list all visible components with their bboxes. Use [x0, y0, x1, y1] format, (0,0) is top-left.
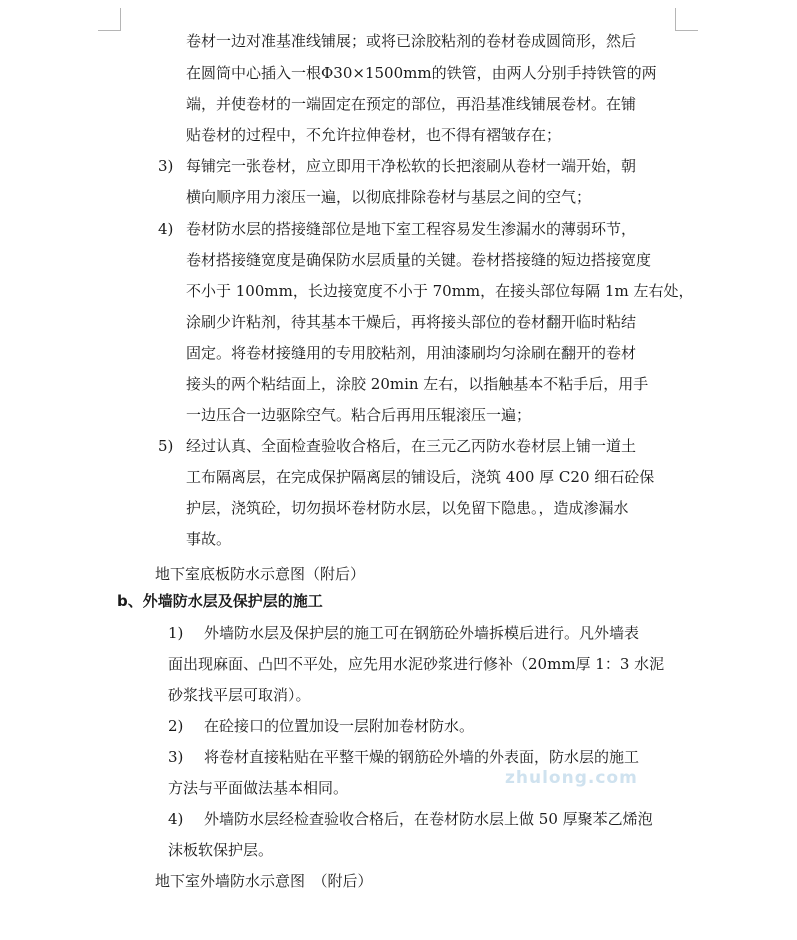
paragraph-line: 固定。将卷材接缝用的专用胶粘剂，用油漆刷均匀涂刷在翻开的卷材 — [186, 344, 637, 362]
list-number: 4) — [168, 810, 184, 828]
section-heading: b、外墙防水层及保护层的施工 — [117, 592, 323, 610]
paragraph-line: 面出现麻面、凸凹不平处，应先用水泥砂浆进行修补（20mm厚 1：3 水泥 — [168, 655, 665, 673]
paragraph-line: 砂浆找平层可取消）。 — [168, 686, 311, 704]
paragraph-line: 不小于 100mm，长边接宽度不小于 70mm，在接头部位每隔 1m 左右处， — [186, 282, 694, 300]
paragraph-line: 外墙防水层经检查验收合格后，在卷材防水层上做 50 厚聚苯乙烯泡 — [204, 810, 653, 828]
paragraph-line: 护层，浇筑砼，切勿损坏卷材防水层，以免留下隐患。，造成渗漏水 — [186, 499, 629, 517]
page-corner-top-left — [98, 8, 121, 31]
paragraph-line: 卷材一边对准基准线铺展；或将已涂胶粘剂的卷材卷成圆筒形，然后 — [186, 32, 637, 50]
page-corner-top-right — [675, 8, 698, 31]
paragraph-line: 在砼接口的位置加设一层附加卷材防水。 — [204, 717, 475, 735]
paragraph-line: 事故。 — [186, 530, 232, 548]
paragraph-line: 一边压合一边驱除空气。粘合后再用压辊滚压一遍； — [186, 406, 532, 424]
list-number: 5) — [158, 437, 174, 455]
paragraph-line: 经过认真、全面检查验收合格后，在三元乙丙防水卷材层上铺一道土 — [186, 437, 637, 455]
figure-caption: 地下室底板防水示意图（附后） — [155, 565, 366, 583]
paragraph-line: 工布隔离层，在完成保护隔离层的铺设后，浇筑 400 厚 C20 细石砼保 — [186, 468, 655, 486]
paragraph-line: 方法与平面做法基本相同。 — [168, 779, 349, 797]
paragraph-line: 接头的两个粘结面上，涂胶 20min 左右，以指触基本不粘手后，用手 — [186, 375, 649, 393]
list-number: 4) — [158, 220, 174, 238]
paragraph-line: 涂刷少许粘剂，待其基本干燥后，再将接头部位的卷材翻开临时粘结 — [186, 313, 637, 331]
paragraph-line: 贴卷材的过程中，不允许拉伸卷材，也不得有褶皱存在； — [186, 126, 562, 144]
list-number: 3) — [168, 748, 184, 766]
paragraph-line: 横向顺序用力滚压一遍，以彻底排除卷材与基层之间的空气； — [186, 188, 592, 206]
paragraph-line: 端，并使卷材的一端固定在预定的部位，再沿基准线铺展卷材。在铺 — [186, 95, 637, 113]
paragraph-line: 在圆筒中心插入一根Φ30×1500mm的铁管，由两人分别手持铁管的两 — [186, 64, 657, 82]
list-number: 2) — [168, 717, 184, 735]
paragraph-line: 卷材搭接缝宽度是确保防水层质量的关键。卷材搭接缝的短边搭接宽度 — [186, 251, 652, 269]
paragraph-line: 外墙防水层及保护层的施工可在钢筋砼外墙拆模后进行。凡外墙表 — [204, 624, 640, 642]
watermark: zhulong.com — [505, 768, 638, 788]
list-number: 1) — [168, 624, 184, 642]
list-number: 3) — [158, 157, 174, 175]
paragraph-line: 将卷材直接粘贴在平整干燥的钢筋砼外墙的外表面，防水层的施工 — [204, 748, 640, 766]
paragraph-line: 每铺完一张卷材，应立即用干净松软的长把滚刷从卷材一端开始，朝 — [186, 157, 637, 175]
paragraph-line: 沫板软保护层。 — [168, 841, 274, 859]
figure-caption: 地下室外墙防水示意图 （附后） — [155, 872, 373, 890]
paragraph-line: 卷材防水层的搭接缝部位是地下室工程容易发生渗漏水的薄弱环节， — [186, 220, 637, 238]
